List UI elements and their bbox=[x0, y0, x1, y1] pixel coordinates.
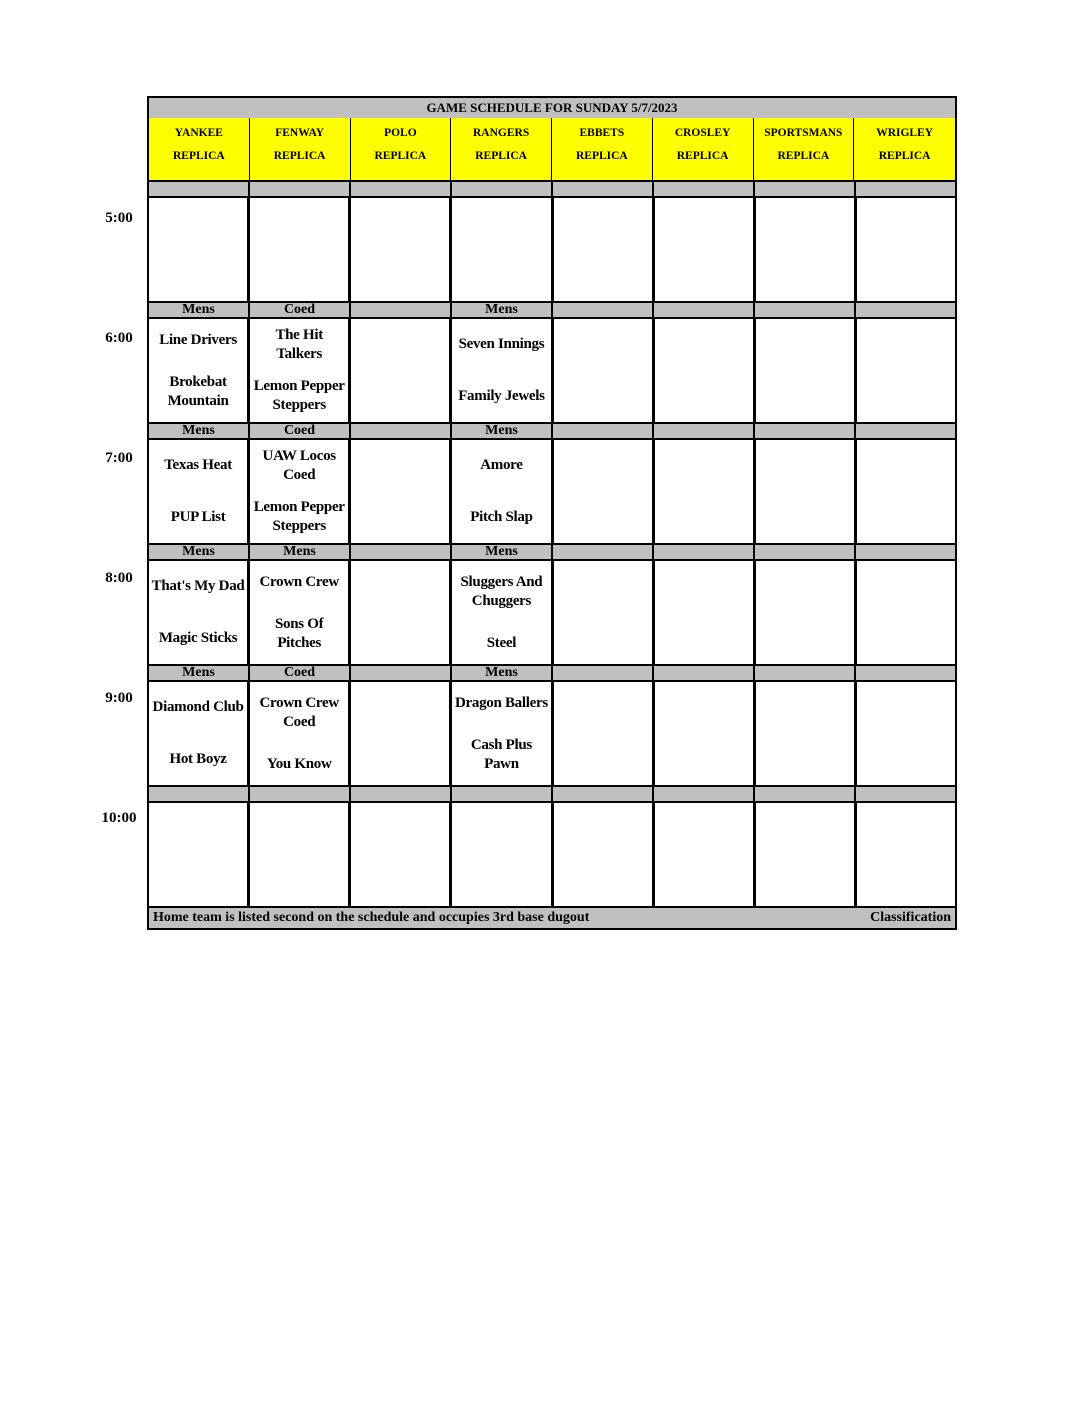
time-label: 6:00 bbox=[105, 330, 133, 346]
home-team: Sons Of Pitches bbox=[275, 615, 324, 651]
away-team: Seven Innings bbox=[458, 336, 545, 353]
game-cell bbox=[554, 682, 655, 785]
classification-cell bbox=[755, 424, 856, 438]
classification-legend: Classification bbox=[870, 910, 951, 925]
away-team: UAW Locos Coed bbox=[262, 447, 336, 483]
classification-cell bbox=[553, 545, 654, 559]
classification-row bbox=[147, 422, 957, 440]
game-cell bbox=[351, 319, 452, 422]
home-team: PUP List bbox=[170, 508, 226, 525]
game-cell bbox=[756, 803, 857, 906]
away-team: Sluggers And Chuggers bbox=[460, 573, 543, 609]
classification-cell bbox=[351, 182, 452, 196]
away-team: Line Drivers bbox=[159, 331, 237, 348]
classification-cell: Mens bbox=[250, 545, 351, 559]
game-row bbox=[147, 319, 957, 422]
game-cell bbox=[554, 440, 655, 543]
game-row bbox=[147, 561, 957, 664]
time-label: 5:00 bbox=[105, 210, 133, 226]
classification-cell bbox=[654, 303, 755, 317]
classification-cell: Coed bbox=[250, 666, 351, 680]
game-cell bbox=[756, 682, 857, 785]
home-team: Lemon Pepper Steppers bbox=[253, 499, 345, 535]
game-cell bbox=[149, 803, 250, 906]
classification-cell bbox=[553, 182, 654, 196]
field-header-crosley: CROSLEY REPLICA bbox=[653, 118, 754, 180]
classification-cell bbox=[250, 787, 351, 801]
schedule-sheet bbox=[147, 96, 957, 930]
game-cell bbox=[149, 198, 250, 301]
game-cell bbox=[452, 198, 553, 301]
classification-row bbox=[147, 543, 957, 561]
classification-cell bbox=[755, 787, 856, 801]
field-header-polo: POLO REPLICA bbox=[351, 118, 452, 180]
classification-cell bbox=[553, 303, 654, 317]
classification-cell bbox=[654, 787, 755, 801]
classification-cell bbox=[351, 787, 452, 801]
away-team: Dragon Ballers bbox=[454, 694, 548, 711]
classification-cell bbox=[553, 424, 654, 438]
game-cell bbox=[351, 803, 452, 906]
classification-cell bbox=[856, 182, 955, 196]
classification-cell bbox=[149, 182, 250, 196]
classification-cell bbox=[755, 666, 856, 680]
home-team: Cash Plus Pawn bbox=[470, 736, 532, 772]
field-header-yankee: YANKEE REPLICA bbox=[149, 118, 250, 180]
game-cell bbox=[756, 440, 857, 543]
classification-cell bbox=[351, 666, 452, 680]
home-team: Magic Sticks bbox=[158, 629, 238, 646]
home-team: Pitch Slap bbox=[470, 508, 533, 525]
classification-cell bbox=[351, 545, 452, 559]
classification-cell bbox=[755, 303, 856, 317]
field-header-fenway: FENWAY REPLICA bbox=[250, 118, 351, 180]
classification-cell bbox=[755, 545, 856, 559]
game-cell bbox=[857, 561, 955, 664]
game-cell bbox=[452, 319, 553, 422]
classification-row bbox=[147, 664, 957, 682]
classification-cell: Mens bbox=[452, 666, 553, 680]
home-team: Steel bbox=[486, 634, 517, 651]
game-cell bbox=[452, 803, 553, 906]
classification-cell bbox=[149, 787, 250, 801]
game-cell bbox=[149, 682, 250, 785]
away-team: Amore bbox=[480, 457, 523, 474]
classification-cell: Coed bbox=[250, 303, 351, 317]
game-cell bbox=[351, 198, 452, 301]
classification-cell bbox=[553, 787, 654, 801]
game-cell bbox=[452, 682, 553, 785]
game-row bbox=[147, 803, 957, 906]
classification-row bbox=[147, 180, 957, 198]
game-cell bbox=[250, 319, 351, 422]
game-cell bbox=[857, 198, 955, 301]
away-team: That's My Dad bbox=[151, 578, 245, 595]
field-header-wrigley: WRIGLEY REPLICA bbox=[854, 118, 955, 180]
schedule-title: GAME SCHEDULE FOR SUNDAY 5/7/2023 bbox=[147, 96, 957, 118]
game-cell bbox=[554, 198, 655, 301]
home-team: Hot Boyz bbox=[169, 750, 227, 767]
game-cell bbox=[655, 561, 756, 664]
classification-cell bbox=[351, 303, 452, 317]
classification-cell bbox=[654, 666, 755, 680]
away-team: Texas Heat bbox=[164, 457, 232, 474]
classification-cell bbox=[755, 182, 856, 196]
classification-cell bbox=[250, 182, 351, 196]
away-team: Crown Crew bbox=[259, 573, 339, 590]
game-cell bbox=[351, 682, 452, 785]
game-cell bbox=[250, 198, 351, 301]
time-slots bbox=[147, 180, 957, 906]
classification-cell bbox=[351, 424, 452, 438]
game-cell bbox=[554, 319, 655, 422]
time-label: 8:00 bbox=[105, 570, 133, 586]
game-cell bbox=[250, 682, 351, 785]
away-team: Crown Crew Coed bbox=[259, 694, 339, 730]
game-cell bbox=[554, 803, 655, 906]
game-row bbox=[147, 682, 957, 785]
game-cell bbox=[756, 561, 857, 664]
classification-cell bbox=[452, 787, 553, 801]
game-cell bbox=[756, 198, 857, 301]
game-cell bbox=[149, 561, 250, 664]
classification-cell: Mens bbox=[452, 424, 553, 438]
classification-cell bbox=[654, 424, 755, 438]
classification-cell bbox=[553, 666, 654, 680]
time-label: 9:00 bbox=[105, 690, 133, 706]
away-team: The Hit Talkers bbox=[275, 326, 323, 362]
classification-cell bbox=[654, 545, 755, 559]
game-cell bbox=[655, 198, 756, 301]
game-cell bbox=[351, 440, 452, 543]
game-cell bbox=[250, 803, 351, 906]
field-header-sportsmans: SPORTSMANS REPLICA bbox=[754, 118, 855, 180]
classification-cell: Coed bbox=[250, 424, 351, 438]
game-row bbox=[147, 440, 957, 543]
game-cell bbox=[756, 319, 857, 422]
game-cell bbox=[655, 803, 756, 906]
home-team: Family Jewels bbox=[458, 387, 545, 404]
classification-cell bbox=[856, 787, 955, 801]
classification-cell: Mens bbox=[149, 424, 250, 438]
home-team: Lemon Pepper Steppers bbox=[253, 378, 345, 414]
classification-cell: Mens bbox=[452, 303, 553, 317]
classification-cell bbox=[856, 424, 955, 438]
classification-row bbox=[147, 785, 957, 803]
home-team: Brokebat Mountain bbox=[167, 373, 229, 409]
field-header-ebbets: EBBETS REPLICA bbox=[552, 118, 653, 180]
game-cell bbox=[250, 561, 351, 664]
classification-cell: Mens bbox=[149, 666, 250, 680]
classification-cell bbox=[452, 182, 553, 196]
game-cell bbox=[452, 561, 553, 664]
classification-cell bbox=[856, 545, 955, 559]
game-cell bbox=[655, 440, 756, 543]
game-cell bbox=[250, 440, 351, 543]
time-label: 7:00 bbox=[105, 450, 133, 466]
classification-row bbox=[147, 301, 957, 319]
game-cell bbox=[149, 319, 250, 422]
away-team: Diamond Club bbox=[152, 699, 244, 716]
game-cell bbox=[857, 440, 955, 543]
field-header-rangers: RANGERS REPLICA bbox=[451, 118, 552, 180]
game-cell bbox=[857, 319, 955, 422]
game-cell bbox=[554, 561, 655, 664]
game-cell bbox=[857, 682, 955, 785]
game-cell bbox=[655, 319, 756, 422]
classification-cell bbox=[856, 303, 955, 317]
classification-cell bbox=[856, 666, 955, 680]
game-cell bbox=[149, 440, 250, 543]
footer-bar bbox=[147, 906, 957, 930]
classification-cell: Mens bbox=[149, 545, 250, 559]
game-cell bbox=[655, 682, 756, 785]
field-header-row bbox=[147, 118, 957, 180]
classification-cell: Mens bbox=[452, 545, 553, 559]
game-row bbox=[147, 198, 957, 301]
game-cell bbox=[857, 803, 955, 906]
game-cell bbox=[452, 440, 553, 543]
time-label: 10:00 bbox=[101, 810, 137, 826]
game-cell bbox=[351, 561, 452, 664]
classification-cell: Mens bbox=[149, 303, 250, 317]
home-team: You Know bbox=[266, 755, 332, 772]
home-team-note: Home team is listed second on the schedule and occupies 3rd base dugout bbox=[153, 910, 590, 925]
classification-cell bbox=[654, 182, 755, 196]
